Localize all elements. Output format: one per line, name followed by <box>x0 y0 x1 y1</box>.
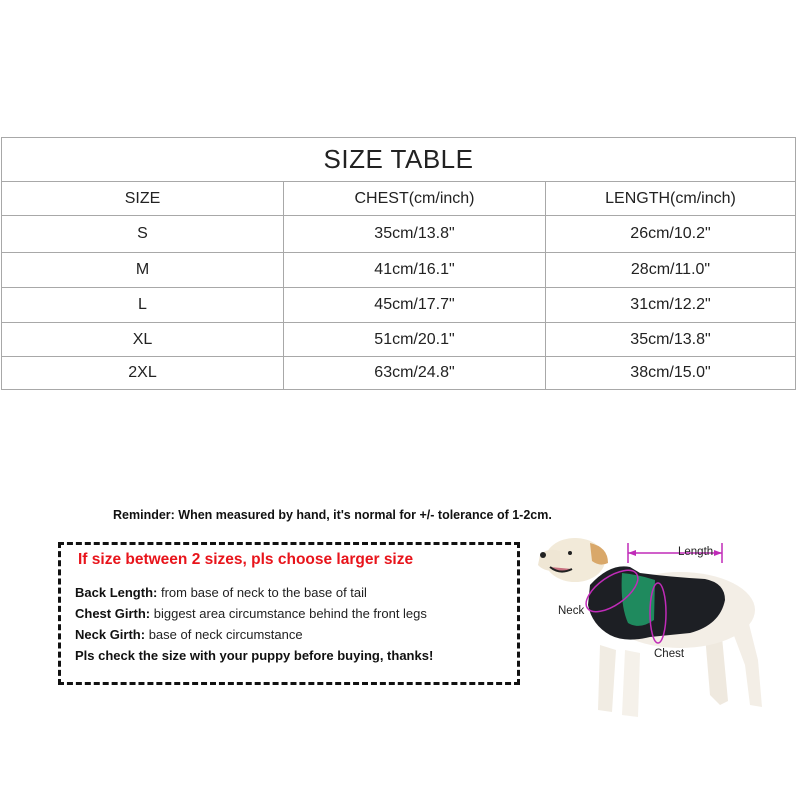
header-length: LENGTH(cm/inch) <box>546 182 796 216</box>
cell-length: 35cm/13.8" <box>546 323 796 357</box>
header-chest: CHEST(cm/inch) <box>284 182 546 216</box>
description: biggest area circumstance behind the front legs <box>150 606 427 621</box>
cell-length: 38cm/15.0" <box>546 357 796 390</box>
cell-length: 31cm/12.2" <box>546 288 796 323</box>
term: Back Length: <box>75 585 158 600</box>
table-row <box>2 253 796 288</box>
back-length-definition <box>75 585 367 600</box>
closing-note: Pls check the size with your puppy before buying, thanks! <box>75 648 434 663</box>
table-row <box>2 357 796 390</box>
cell-chest: 51cm/20.1" <box>284 323 546 357</box>
measurement-reminder: Reminder: When measured by hand, it's normal for +/- tolerance of 1-2cm. <box>113 508 552 522</box>
cell-size: XL <box>2 323 284 357</box>
size-table <box>1 137 796 390</box>
table-row <box>2 323 796 357</box>
cell-chest: 45cm/17.7" <box>284 288 546 323</box>
cell-length: 26cm/10.2" <box>546 216 796 253</box>
cell-chest: 63cm/24.8" <box>284 357 546 390</box>
cell-size: 2XL <box>2 357 284 390</box>
table-header-row <box>2 182 796 216</box>
size-advice-box <box>58 542 520 685</box>
description: base of neck circumstance <box>145 627 303 642</box>
size-advice-title: If size between 2 sizes, pls choose larger size <box>78 551 414 568</box>
dog-illustration-icon <box>530 525 800 725</box>
chest-label: Chest <box>654 648 685 660</box>
cell-size: M <box>2 253 284 288</box>
dog-measurement-figure <box>530 525 800 725</box>
term: Chest Girth: <box>75 606 151 621</box>
cell-size: L <box>2 288 284 323</box>
neck-label: Neck <box>558 605 585 617</box>
cell-size: S <box>2 216 284 253</box>
description: from base of neck to the base of tail <box>157 585 367 600</box>
cell-chest: 41cm/16.1" <box>284 253 546 288</box>
length-label: Length <box>678 546 714 558</box>
chest-girth-definition <box>75 606 427 621</box>
table-row <box>2 216 796 253</box>
cell-length: 28cm/11.0" <box>546 253 796 288</box>
cell-chest: 35cm/13.8" <box>284 216 546 253</box>
term: Neck Girth: <box>75 627 146 642</box>
neck-girth-definition <box>75 627 303 642</box>
header-size: SIZE <box>2 182 284 216</box>
table-row <box>2 288 796 323</box>
size-table-title: SIZE TABLE <box>2 138 796 182</box>
